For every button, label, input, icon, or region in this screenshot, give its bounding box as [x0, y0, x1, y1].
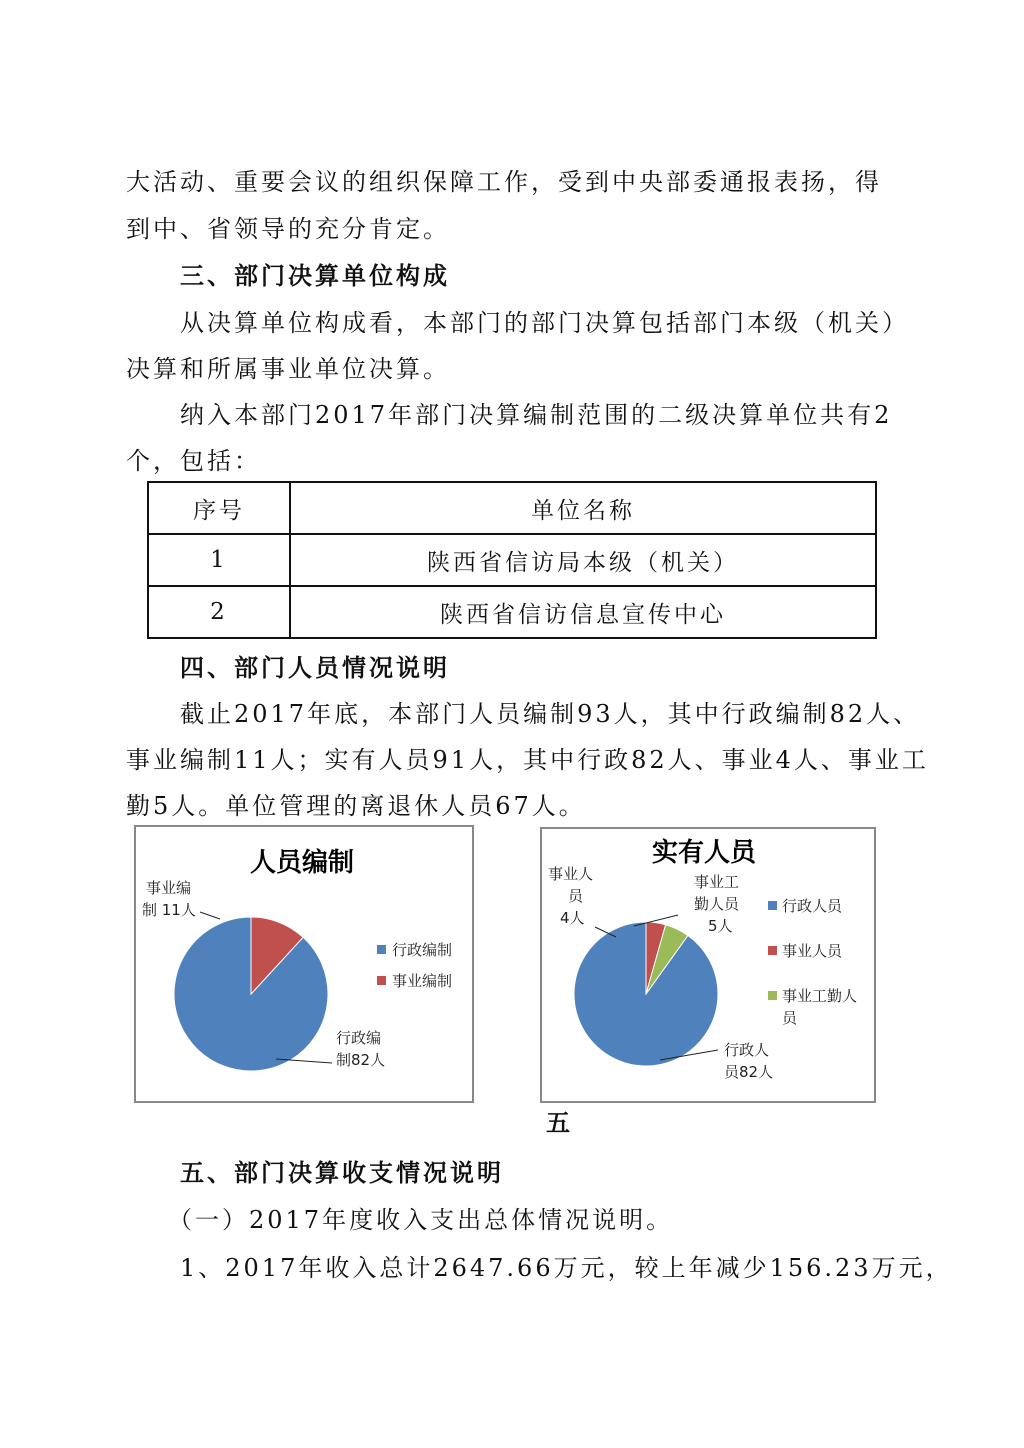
legend-label: 事业编制 [392, 972, 453, 990]
stray-character: 五 [546, 1108, 570, 1137]
table-header-row [148, 482, 876, 534]
legend [377, 941, 452, 990]
units-table [147, 481, 877, 639]
data-label-line: 制 11人 [142, 901, 196, 919]
legend-swatch [768, 901, 777, 910]
paragraph-line: 个，包括： [126, 447, 261, 475]
chart-actual-staff [540, 827, 876, 1103]
legend-swatch [377, 945, 386, 954]
chart-staffing-quota-svg [136, 827, 472, 1101]
paragraph-line: 从决算单位构成看，本部门的部门决算包括部门本级（机关） [180, 309, 909, 337]
legend-swatch [377, 976, 386, 985]
table-header-cell: 序号 [148, 482, 290, 534]
section-heading-3: 三、部门决算单位构成 [180, 261, 450, 290]
table-cell: 陕西省信访信息宣传中心 [290, 586, 876, 638]
paragraph-line: （一）2017年度收入支出总体情况说明。 [168, 1206, 674, 1234]
paragraph-line: 勤5人。单位管理的离退休人员67人。 [126, 792, 586, 820]
legend-label: 事业人员 [782, 942, 843, 960]
legend-label: 员 [782, 1009, 798, 1027]
chart-actual-staff-svg [542, 829, 874, 1101]
legend-label: 事业工勤人 [782, 987, 858, 1005]
table-row [148, 534, 876, 586]
data-label-line: 5人 [708, 917, 733, 935]
chart-title: 实有人员 [651, 838, 757, 868]
legend-swatch [768, 991, 777, 1000]
paragraph-line: 1、2017年收入总计2647.66万元，较上年减少156.23万元， [180, 1254, 953, 1282]
table-cell: 2 [148, 586, 290, 638]
chart-title: 人员编制 [249, 848, 355, 878]
data-label-line: 事业编 [146, 879, 192, 897]
paragraph-line: 决算和所属事业单位决算。 [126, 355, 450, 383]
data-label-line: 勤人员 [694, 895, 740, 913]
pie-slices [574, 922, 718, 1066]
chart-staffing-quota [134, 825, 474, 1103]
paragraph-line: 纳入本部门2017年部门决算编制范围的二级决算单位共有2 [180, 401, 893, 429]
data-label-line: 行政人 [724, 1041, 770, 1059]
section-heading-4: 四、部门人员情况说明 [180, 653, 450, 682]
table-cell: 陕西省信访局本级（机关） [290, 534, 876, 586]
legend-label: 行政人员 [782, 897, 843, 915]
table-cell: 1 [148, 534, 290, 586]
legend-swatch [768, 946, 777, 955]
paragraph-line: 截止2017年底，本部门人员编制93人，其中行政编制82人、 [180, 700, 921, 728]
section-heading-5: 五、部门决算收支情况说明 [180, 1158, 504, 1187]
data-label-line: 4人 [560, 909, 585, 927]
data-label-line: 员 [568, 887, 584, 905]
legend [768, 897, 857, 1027]
paragraph-line: 大活动、重要会议的组织保障工作，受到中央部委通报表扬，得 [126, 168, 882, 196]
data-label-line: 事业人 [548, 865, 594, 883]
legend-label: 行政编制 [392, 941, 453, 959]
paragraph-line: 事业编制11人；实有人员91人，其中行政82人、事业4人、事业工 [126, 746, 929, 774]
data-label-line: 事业工 [694, 873, 740, 891]
paragraph-line: 到中、省领导的充分肯定。 [126, 215, 450, 243]
pie-slices [174, 917, 328, 1071]
data-label-line: 制82人 [336, 1051, 386, 1069]
data-label-line: 行政编 [336, 1029, 382, 1047]
data-label-line: 员82人 [724, 1063, 774, 1081]
table-row [148, 586, 876, 638]
table-header-cell: 单位名称 [290, 482, 876, 534]
